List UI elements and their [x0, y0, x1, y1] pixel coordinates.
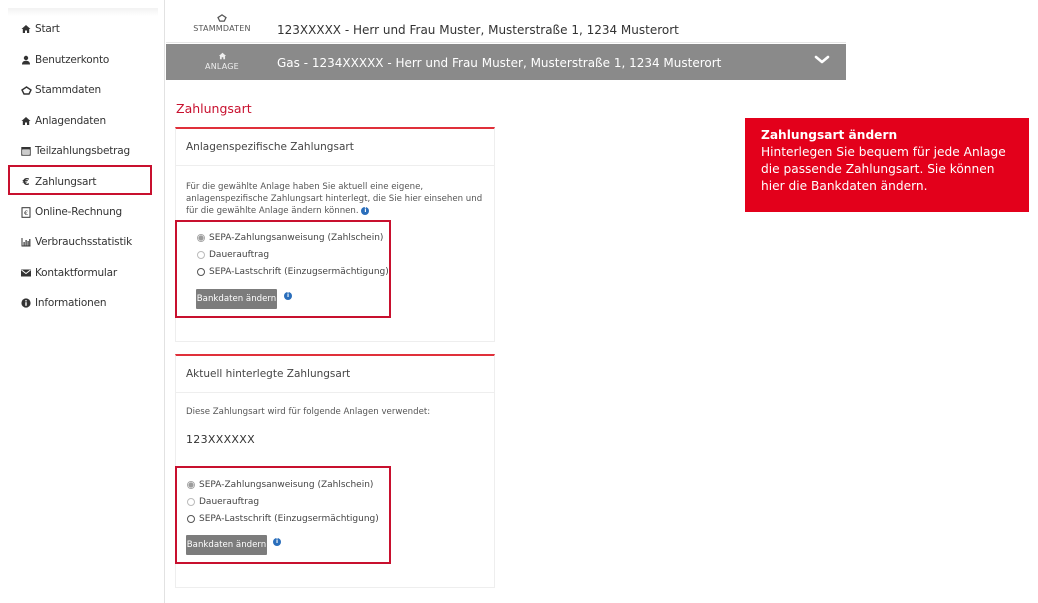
sidebar-nav — [0, 0, 165, 603]
address-icon — [217, 14, 227, 22]
radio-sepa-zahlungsanweisung[interactable] — [197, 233, 383, 243]
radio-button[interactable] — [187, 498, 195, 506]
radio-button[interactable] — [187, 481, 195, 489]
radio-sepa-zahlungsanweisung[interactable] — [187, 480, 373, 490]
info-icon[interactable]: i — [284, 292, 292, 300]
card-title: Anlagenspezifische Zahlungsart — [176, 129, 494, 166]
calendar-icon — [20, 145, 32, 157]
radio-sepa-lastschrift[interactable] — [187, 514, 379, 524]
home-icon — [217, 52, 227, 60]
stammdaten-text: 123XXXXX - Herr und Frau Muster, Musterstraße 1, 1234 Musterort — [277, 23, 679, 37]
sidebar-item-stammdaten[interactable] — [20, 80, 101, 100]
sidebar-item-benutzerkonto[interactable] — [20, 50, 109, 70]
radio-label: SEPA-Lastschrift (Einzugsermächtigung) — [209, 267, 389, 277]
info-icon[interactable]: i — [361, 207, 369, 215]
card-description — [186, 181, 486, 217]
anlage-header[interactable] — [166, 44, 846, 80]
sidebar-item-zahlungsart[interactable] — [20, 172, 96, 192]
plant-number: 123XXXXXX — [186, 433, 255, 446]
radio-sepa-lastschrift[interactable] — [197, 267, 389, 277]
svg-text:€: € — [24, 208, 28, 217]
sidebar-item-teilzahlungsbetrag[interactable] — [20, 141, 130, 161]
radio-label: SEPA-Zahlungsanweisung (Zahlschein) — [209, 233, 384, 243]
bankdaten-aendern-button[interactable]: Bankdaten ändern — [186, 535, 267, 555]
home-icon — [20, 115, 32, 127]
card-title: Aktuell hinterlegte Zahlungsart — [176, 356, 494, 393]
radio-dauerauftrag[interactable] — [197, 250, 269, 260]
bar-chart-icon — [20, 236, 32, 248]
stammdaten-tag — [192, 14, 252, 33]
callout-title: Zahlungsart ändern — [761, 128, 898, 142]
sidebar-item-label: Zahlungsart — [35, 176, 97, 188]
sidebar-item-kontaktformular[interactable] — [20, 263, 117, 283]
anlage-tag-label: ANLAGE — [205, 62, 239, 71]
radio-dauerauftrag[interactable] — [187, 497, 259, 507]
radio-button[interactable] — [197, 234, 205, 242]
radio-button[interactable] — [187, 515, 195, 523]
sidebar-item-label: Verbrauchsstatistik — [35, 236, 132, 248]
sidebar-item-start[interactable] — [20, 19, 60, 39]
card-description-text: Für die gewählte Anlage haben Sie aktuell eine eigene, anlagenspezifische Zahlungsart hinterlegt, die Sie hier einsehen und für die gewählte Anlage ändern können. — [186, 182, 483, 216]
sidebar-item-label: Kontaktformular — [35, 267, 117, 279]
sidebar-item-online-rechnung[interactable] — [20, 202, 122, 222]
anlage-tag — [192, 52, 252, 71]
sidebar-item-label: Anlagendaten — [35, 115, 106, 127]
sidebar-item-verbrauchsstatistik[interactable] — [20, 232, 132, 252]
address-icon — [20, 84, 32, 96]
card-description: Diese Zahlungsart wird für folgende Anlagen verwendet: — [186, 407, 431, 417]
envelope-icon — [20, 267, 32, 279]
callout-box — [745, 118, 1029, 212]
anlage-text: Gas - 1234XXXXX - Herr und Frau Muster, Musterstraße 1, 1234 Musterort — [277, 56, 722, 70]
stammdaten-header[interactable] — [166, 8, 846, 43]
sidebar-item-informationen[interactable] — [20, 293, 106, 313]
stammdaten-tag-label: STAMMDATEN — [193, 24, 251, 33]
chevron-down-icon[interactable] — [814, 52, 830, 66]
euro-icon: € — [22, 176, 30, 188]
sidebar-item-label: Informationen — [35, 297, 107, 309]
sidebar-item-label: Teilzahlungsbetrag — [35, 145, 130, 157]
sidebar-top-shade — [8, 8, 158, 16]
radio-label: SEPA-Zahlungsanweisung (Zahlschein) — [199, 480, 374, 490]
sidebar-item-anlagendaten[interactable] — [20, 111, 106, 131]
info-icon[interactable]: i — [273, 538, 281, 546]
radio-button[interactable] — [197, 268, 205, 276]
home-icon — [20, 23, 32, 35]
bankdaten-aendern-button[interactable]: Bankdaten ändern — [196, 289, 277, 309]
user-icon — [20, 54, 32, 66]
sidebar-item-label: Online-Rechnung — [35, 206, 122, 218]
radio-button[interactable] — [197, 251, 205, 259]
sidebar-item-label: Stammdaten — [35, 84, 102, 96]
radio-label: SEPA-Lastschrift (Einzugsermächtigung) — [199, 514, 379, 524]
radio-label: Dauerauftrag — [209, 250, 270, 260]
sidebar-item-label: Start — [35, 23, 60, 35]
page-title: Zahlungsart — [176, 101, 252, 116]
radio-label: Dauerauftrag — [199, 497, 260, 507]
sidebar-item-label: Benutzerkonto — [35, 54, 110, 66]
document-icon — [20, 206, 32, 218]
callout-text: Hinterlegen Sie bequem für jede Anlage die passende Zahlungsart. Sie können hier die Bankdaten ändern. — [761, 145, 1006, 193]
info-icon — [20, 297, 32, 309]
